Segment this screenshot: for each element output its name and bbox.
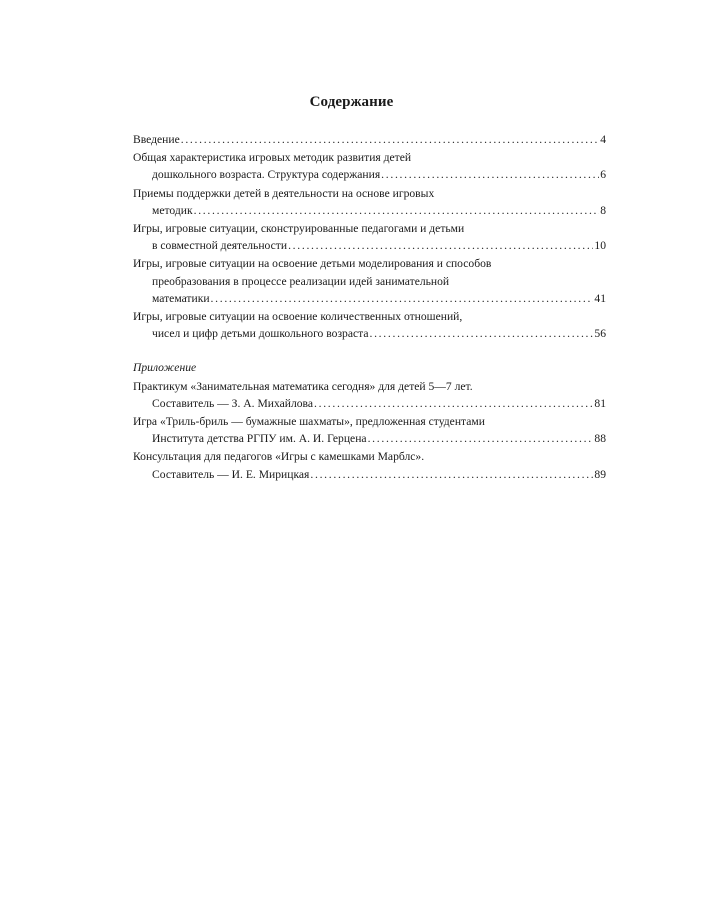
toc-entry-title: дошкольного возраста. Структура содержания	[152, 168, 381, 182]
toc-page-number: 81	[594, 396, 606, 410]
toc-entry-line: Игры, игровые ситуации на освоение количественных отношений,	[133, 310, 463, 324]
toc-entry-workshop[interactable]	[133, 378, 606, 412]
toc-entry-last-line	[133, 430, 606, 447]
toc-entry-line: преобразования в процессе реализации идей занимательной	[152, 274, 450, 288]
toc-entry-line: Игры, игровые ситуации на освоение детьми моделирования и способов	[133, 257, 492, 271]
toc-entry-last-line	[133, 395, 606, 412]
toc-entry-line: Консультация для педагогов «Игры с камешками Марблс».	[133, 450, 425, 464]
dot-leader	[381, 166, 599, 183]
toc-entry-title: Введение	[133, 133, 180, 146]
dot-leader	[288, 237, 593, 254]
dot-leader	[310, 466, 593, 483]
toc-entry-last-line	[133, 166, 606, 183]
toc-page-number: 4	[600, 133, 606, 146]
dot-leader	[368, 430, 594, 447]
toc-entry-last-line	[133, 131, 606, 148]
toc-entry-marbles-consultation[interactable]	[133, 448, 606, 482]
toc-entry-paper-chess[interactable]	[133, 413, 606, 447]
toc-entry-last-line	[133, 202, 606, 219]
page-title: Содержание	[309, 94, 394, 110]
toc-entry-introduction[interactable]	[133, 131, 606, 148]
toc-entry-quantity-games[interactable]	[133, 308, 606, 342]
toc-entry-line: Общая характеристика игровых методик развития детей	[133, 151, 412, 165]
toc-page-number: 41	[594, 291, 606, 305]
toc-page-number: 56	[594, 327, 606, 341]
toc-page-number: 89	[594, 467, 606, 481]
toc-entry-general-characteristics[interactable]	[133, 149, 606, 183]
toc-entry-title: математики	[152, 291, 210, 305]
toc-entry-line: Практикум «Занимательная математика сегодня» для детей 5—7 лет.	[133, 379, 473, 393]
dot-leader	[181, 131, 599, 148]
toc-entry-last-line	[133, 290, 606, 307]
toc-entry-line: Игры, игровые ситуации, сконструированные педагогами и детьми	[133, 222, 465, 236]
toc-entry-last-line	[133, 237, 606, 254]
toc-entry-title: Составитель — З. А. Михайлова	[152, 396, 314, 410]
toc-page-number: 8	[600, 203, 606, 217]
toc-entry-line: Приемы поддержки детей в деятельности на основе игровых	[133, 186, 435, 200]
toc-entry-title: чисел и цифр детьми дошкольного возраста	[152, 327, 369, 341]
toc-entry-constructed-games[interactable]	[133, 220, 606, 254]
toc-entry-modeling-games[interactable]	[133, 255, 606, 307]
dot-leader	[194, 202, 600, 219]
toc-entry-last-line	[133, 466, 606, 483]
toc-entry-line: Игра «Триль-бриль — бумажные шахматы», предложенная студентами	[133, 415, 485, 429]
dot-leader	[211, 290, 594, 307]
toc-page-number: 6	[600, 168, 606, 182]
toc-entry-title: Составитель — И. Е. Мирицкая	[152, 467, 310, 481]
toc-page-number: 88	[594, 432, 606, 446]
dot-leader	[369, 325, 593, 342]
toc-entry-title: методик	[152, 203, 193, 217]
appendix-heading: Приложение	[133, 361, 197, 375]
toc-entry-last-line	[133, 325, 606, 342]
dot-leader	[314, 395, 593, 412]
toc-entry-title: Института детства РГПУ им. А. И. Герцена	[152, 432, 367, 446]
toc-entry-title: в совместной деятельности	[152, 239, 288, 253]
table-of-contents	[133, 131, 606, 484]
toc-page-number: 10	[594, 239, 606, 253]
toc-entry-support-techniques[interactable]	[133, 185, 606, 219]
